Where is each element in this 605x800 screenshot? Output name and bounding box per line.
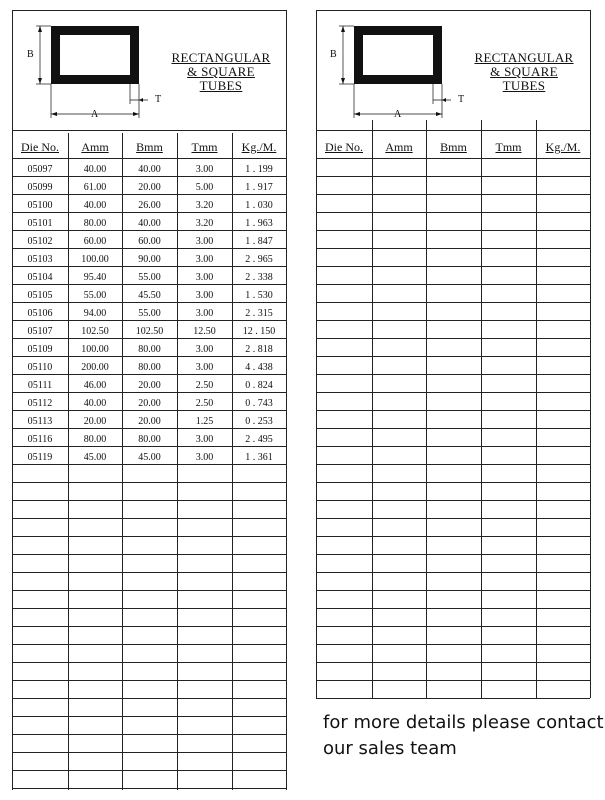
cell-a: 200.00 [81,362,109,373]
grid-line [426,120,427,698]
cell-die-no: 05107 [27,326,53,337]
grid-line [12,176,286,177]
cell-b: 55.00 [138,308,161,319]
grid-line [316,158,590,159]
cell-die-no: 05101 [27,218,53,229]
cell-a: 20.00 [83,416,107,427]
cell-t: 12.50 [193,326,216,337]
col-header-a: Amm [81,140,109,154]
cell-die-no: 05119 [27,452,53,463]
label-a: A [394,109,402,120]
col-header-b: Bmm [136,140,163,154]
grid-line [12,302,286,303]
cell-a: 46.00 [83,380,107,391]
cell-t: 1.25 [195,416,214,427]
grid-line [12,608,286,609]
cell-a: 40.00 [83,164,107,175]
cell-die-no: 05116 [27,434,53,445]
grid-line [316,590,590,591]
grid-line [316,608,590,609]
cell-t: 3.00 [195,236,214,247]
tube-cross-section-diagram [325,22,475,122]
grid-line [12,770,286,771]
footer-line-1: for more details please contact [323,712,604,733]
grid-line [12,230,286,231]
grid-line [12,554,286,555]
cell-t: 3.00 [195,164,214,175]
grid-line [316,446,590,447]
cell-t: 3.00 [195,272,214,283]
grid-line [12,338,286,339]
col-header-b: Bmm [440,140,467,154]
grid-line [12,374,286,375]
grid-line [12,518,286,519]
grid-line [316,392,590,393]
cell-b: 45.50 [138,290,161,301]
grid-line [372,120,373,698]
cell-a: 45.00 [83,452,107,463]
cell-die-no: 05099 [27,182,53,193]
grid-line [12,680,286,681]
grid-line [316,10,317,698]
grid-line [316,626,590,627]
cell-t: 2.50 [195,398,214,409]
cell-a: 94.00 [83,308,107,319]
tube-cross-section-diagram [22,22,172,122]
col-header-kg: Kg./M. [545,140,581,154]
col-header-kg: Kg./M. [241,140,277,154]
cell-t: 3.00 [195,308,214,319]
cell-t: 3.00 [195,344,214,355]
grid-line [316,410,590,411]
grid-line [12,428,286,429]
cell-kg: 1 . 199 [245,164,273,175]
cell-die-no: 05113 [27,416,53,427]
cell-b: 40.00 [138,164,161,175]
col-header-die-no: Die No. [21,140,59,154]
cell-kg: 1 . 963 [245,218,273,229]
cell-die-no: 05106 [27,308,53,319]
cell-die-no: 05112 [27,398,53,409]
grid-line [12,194,286,195]
grid-line [12,590,286,591]
cell-kg: 0 . 253 [245,416,273,427]
cell-a: 60.00 [83,236,107,247]
cell-b: 60.00 [138,236,161,247]
grid-line [316,698,590,699]
cell-kg: 1 . 917 [245,182,273,193]
grid-line [12,10,286,11]
cell-a: 95.40 [83,272,107,283]
footer-line-2: our sales team [323,738,457,759]
grid-line [316,230,590,231]
grid-line [316,194,590,195]
grid-line [316,266,590,267]
grid-line [316,130,590,131]
grid-line [12,788,286,789]
cell-a: 40.00 [83,200,107,211]
cell-b: 20.00 [138,182,161,193]
grid-line [68,133,69,790]
title-line: & SQUARE [490,64,558,79]
title-line: & SQUARE [187,64,255,79]
grid-line [536,120,537,698]
cell-kg: 0 . 743 [245,398,273,409]
col-header-t: Tmm [495,140,522,154]
grid-line [481,120,482,698]
grid-line [12,410,286,411]
cell-kg: 2 . 965 [245,254,273,265]
cell-die-no: 05103 [27,254,53,265]
grid-line [316,320,590,321]
cell-kg: 4 . 438 [245,362,273,373]
cell-kg: 1 . 847 [245,236,273,247]
grid-line [12,662,286,663]
grid-line [12,716,286,717]
cell-t: 3.00 [195,452,214,463]
cell-t: 3.00 [195,434,214,445]
panel-title [165,51,277,93]
grid-line [12,698,286,699]
label-t: T [155,94,162,105]
grid-line [12,266,286,267]
cell-t: 3.00 [195,362,214,373]
grid-line [12,536,286,537]
grid-line [316,662,590,663]
title-line: RECTANGULAR [474,50,574,65]
cell-die-no: 05097 [27,164,53,175]
cell-kg: 2 . 315 [245,308,273,319]
cell-kg: 1 . 530 [245,290,273,301]
title-line: TUBES [199,78,243,93]
grid-line [316,284,590,285]
cell-b: 20.00 [138,380,161,391]
grid-line [316,10,590,11]
cell-kg: 2 . 495 [245,434,273,445]
panel-title [468,51,580,93]
cell-t: 3.00 [195,254,214,265]
cell-b: 26.00 [138,200,161,211]
grid-line [316,338,590,339]
footer-note [323,710,604,762]
grid-line [316,518,590,519]
cell-b: 80.00 [138,434,161,445]
cell-t: 3.20 [195,218,214,229]
cell-b: 90.00 [138,254,161,265]
grid-line [316,428,590,429]
grid-line [316,644,590,645]
grid-line [286,10,287,790]
grid-line [177,133,178,790]
grid-line [12,248,286,249]
cell-die-no: 05102 [27,236,53,247]
grid-line [316,554,590,555]
label-b: B [27,49,34,60]
cell-t: 3.20 [195,200,214,211]
grid-line [12,392,286,393]
cell-a: 55.00 [83,290,107,301]
grid-line [316,176,590,177]
label-t: T [458,94,465,105]
grid-line [316,464,590,465]
col-header-a: Amm [385,140,413,154]
grid-line [12,500,286,501]
grid-line [316,248,590,249]
cell-kg: 1 . 361 [245,452,273,463]
cell-b: 20.00 [138,416,161,427]
grid-line [122,133,123,790]
grid-line [12,130,286,131]
cell-kg: 2 . 818 [245,344,273,355]
grid-line [316,500,590,501]
cell-b: 20.00 [138,398,161,409]
title-line: RECTANGULAR [171,50,271,65]
grid-line [12,572,286,573]
grid-line [316,572,590,573]
cell-b: 80.00 [138,344,161,355]
cell-b: 45.00 [138,452,161,463]
title-line: TUBES [502,78,546,93]
grid-line [316,536,590,537]
cell-b: 102.50 [135,326,164,337]
grid-line [316,212,590,213]
cell-die-no: 05104 [27,272,53,283]
grid-line [316,680,590,681]
cell-b: 55.00 [138,272,161,283]
cell-a: 100.00 [81,344,109,355]
grid-line [12,356,286,357]
cell-a: 61.00 [83,182,107,193]
grid-line [12,482,286,483]
cell-die-no: 05100 [27,200,53,211]
cell-t: 2.50 [195,380,214,391]
cell-t: 3.00 [195,290,214,301]
cell-die-no: 05111 [27,380,53,391]
grid-line [316,482,590,483]
grid-line [12,752,286,753]
grid-line [590,10,591,698]
cell-a: 100.00 [81,254,109,265]
cell-b: 40.00 [138,218,161,229]
grid-line [12,212,286,213]
col-header-die-no: Die No. [325,140,363,154]
grid-line [12,158,286,159]
grid-line [316,356,590,357]
cell-t: 5.00 [195,182,214,193]
cell-a: 80.00 [83,434,107,445]
cell-kg: 1 . 030 [245,200,273,211]
cell-a: 102.50 [81,326,109,337]
grid-line [12,446,286,447]
cell-kg: 12 . 150 [242,326,276,337]
label-b: B [330,49,337,60]
grid-line [12,284,286,285]
grid-line [232,133,233,790]
grid-line [12,734,286,735]
grid-line [12,626,286,627]
cell-kg: 0 . 824 [245,380,273,391]
grid-line [316,302,590,303]
cell-die-no: 05105 [27,290,53,301]
cell-kg: 2 . 338 [245,272,273,283]
grid-line [12,10,13,790]
cell-die-no: 05109 [27,344,53,355]
col-header-t: Tmm [191,140,218,154]
grid-line [12,464,286,465]
cell-a: 40.00 [83,398,107,409]
cell-b: 80.00 [138,362,161,373]
grid-line [316,374,590,375]
cell-a: 80.00 [83,218,107,229]
cell-die-no: 05110 [27,362,53,373]
label-a: A [91,109,99,120]
grid-line [12,320,286,321]
grid-line [12,644,286,645]
